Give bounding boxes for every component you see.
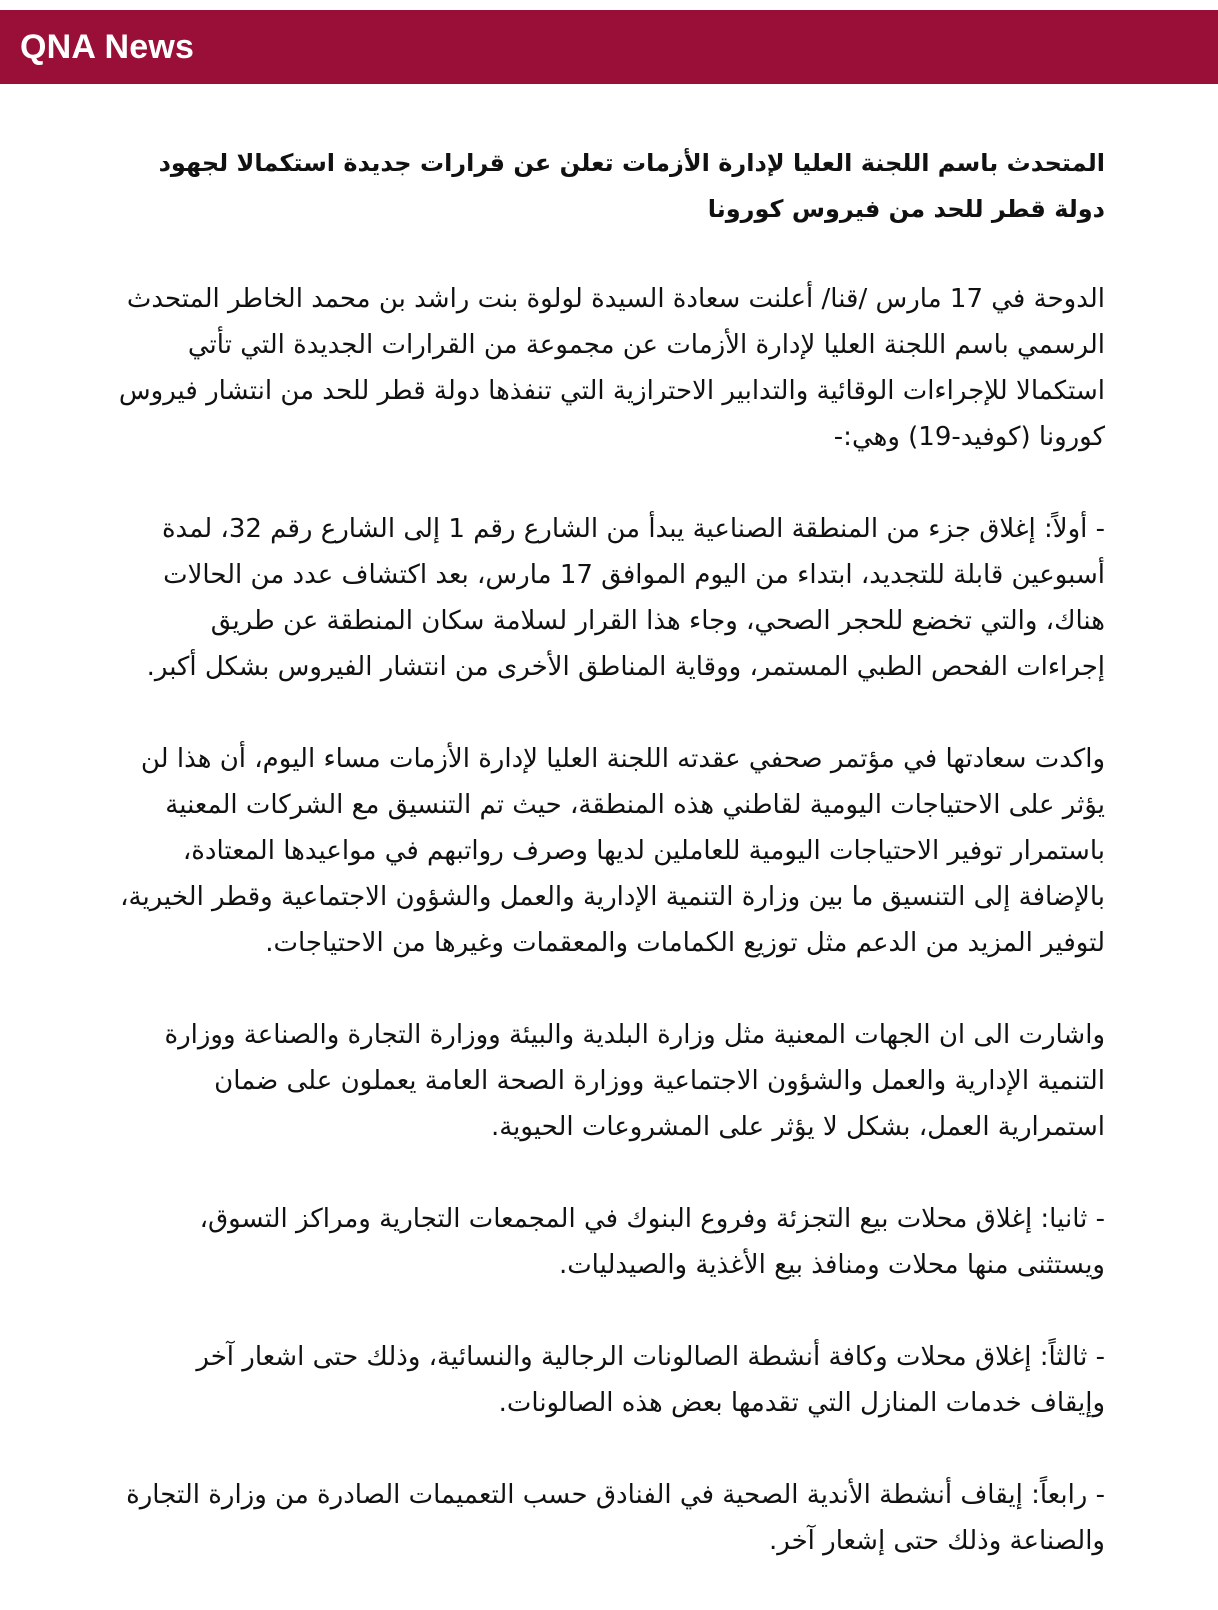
header-bar [0,10,1218,84]
article-paragraph-fourth-decision: - رابعاً: إيقاف أنشطة الأندية الصحية في الفنادق حسب التعميمات الصادرة من وزارة التجارة والصناعة وذلك حتى إشعار آخر. [126,1480,1105,1556]
article-paragraph-authorities: واشارت الى ان الجهات المعنية مثل وزارة البلدية والبيئة ووزارة التجارة والصناعة ووزارة التنمية الإدارية والعمل والشؤون الاجتماعية ووزارة الصحة العامة يعملون على ضمان استمرارية العمل، بشكل لا يؤثر على المشروعات الحيوية. [164,1020,1105,1142]
article-paragraph-first-decision: - أولاً: إغلاق جزء من المنطقة الصناعية يبدأ من الشارع رقم 1 إلى الشارع رقم 32، لمدة أسبوعين قابلة للتجديد، ابتداء من اليوم الموافق 17 مارس، بعد اكتشاف عدد من الحالات هناك، والتي تخضع للحجر الصحي، وجاء هذا القرار لسلامة سكان المنطقة عن طريق إجراءات الفحص الطبي المستمر، ووقاية المناطق الأخرى من انتشار الفيروس بشكل أكبر. [146,514,1105,682]
article-paragraph-statement: واكدت سعادتها في مؤتمر صحفي عقدته اللجنة العليا لإدارة الأزمات مساء اليوم، أن هذا لن يؤثر على الاحتياجات اليومية لقاطني هذه المنطقة، حيث تم التنسيق مع الشركات المعنية باستمرار توفير الاحتياجات اليومية للعاملين لديها وصرف رواتبهم في مواعيدها المعتادة، بالإضافة إلى التنسيق ما بين وزارة التنمية الإدارية والعمل والشؤون الاجتماعية وقطر الخيرية، لتوفير المزيد من الدعم مثل توزيع الكمامات والمعقمات وغيرها من الاحتياجات. [120,744,1105,958]
top-strip [0,0,1218,10]
header-title: QNA News [20,27,195,66]
article-paragraph-intro: الدوحة في 17 مارس /قنا/ أعلنت سعادة السيدة لولوة بنت راشد بن محمد الخاطر المتحدث الرسمي باسم اللجنة العليا لإدارة الأزمات عن مجموعة من القرارات الجديدة التي تأتي استكمالا للإجراءات الوقائية والتدابير الاحترازية التي تنفذها دولة قطر للحد من انتشار فيروس كورونا (كوفيد-19) وهي:- [118,284,1105,452]
article-body [115,140,1105,1610]
article-paragraph-third-decision: - ثالثاً: إغلاق محلات وكافة أنشطة الصالونات الرجالية والنسائية، وذلك حتى اشعار آخر وإيقاف خدمات المنازل التي تقدمها بعض هذه الصالونات. [196,1342,1105,1418]
article-headline: المتحدث باسم اللجنة العليا لإدارة الأزمات تعلن عن قرارات جديدة استكمالا لجهود دولة قطر للحد من فيروس كورونا [158,149,1105,223]
article-paragraph-second-decision: - ثانيا: إغلاق محلات بيع التجزئة وفروع البنوك في المجمعات التجارية ومراكز التسوق، ويستثنى منها محلات ومنافذ بيع الأغذية والصيدليات. [199,1204,1105,1280]
